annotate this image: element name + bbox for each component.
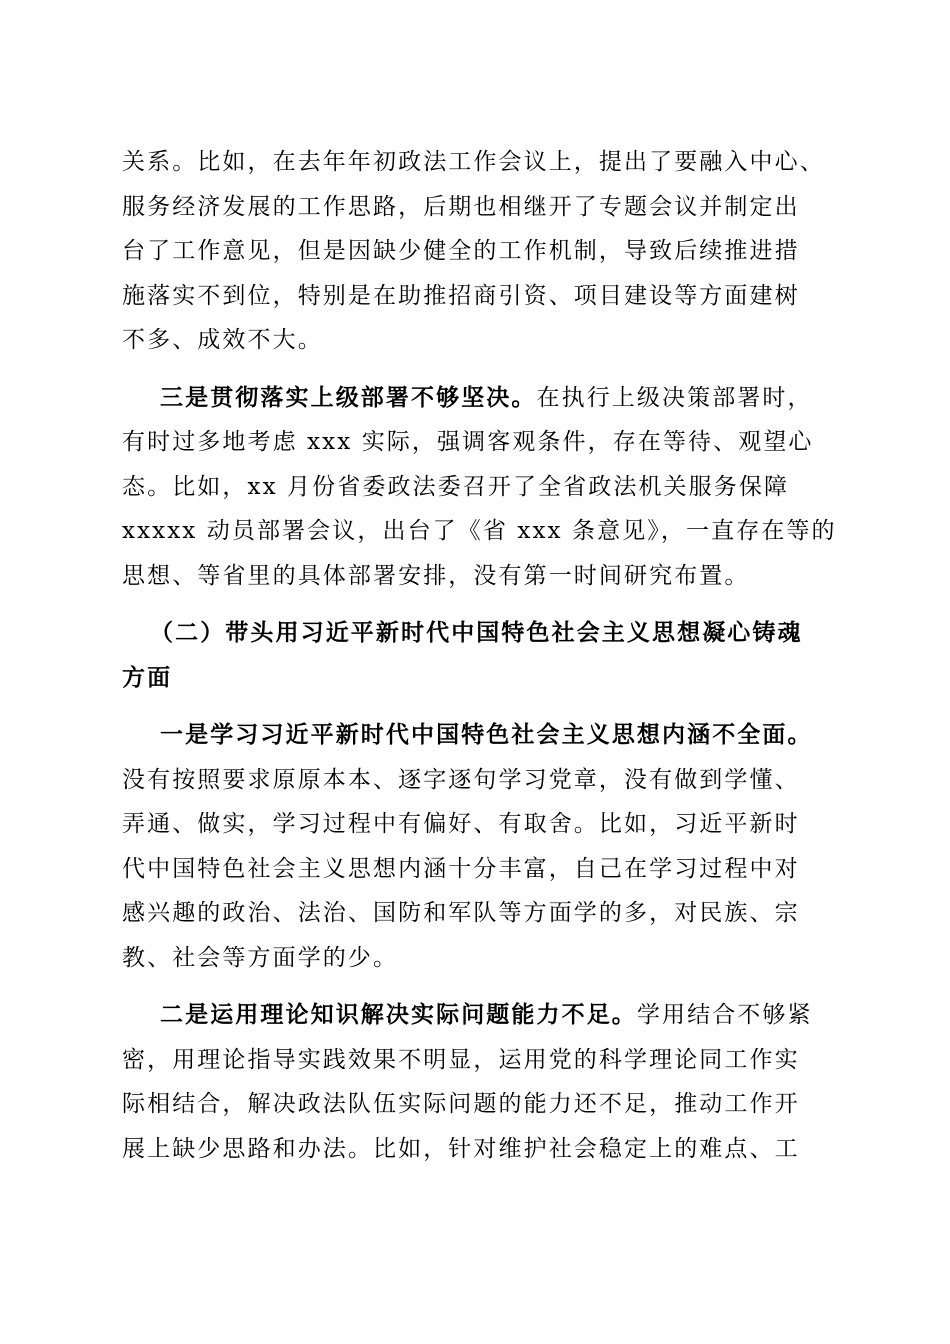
text-line: 没有按照要求原原本本、逐字逐句学习党章，没有做到学懂、 — [122, 766, 800, 793]
text-line: 服务经济发展的工作思路，后期也相继开了专题会议并制定出 — [122, 193, 800, 220]
text-line: 有时过多地考虑 xxx 实际，强调客观条件，存在等待、观望心 — [122, 429, 814, 455]
text-run: 学用结合不够紧 — [636, 1002, 813, 1028]
paragraph-heading: 一是学习习近平新时代中国特色社会主义思想内涵不全面。 — [160, 721, 813, 748]
text-line: 思想、等省里的具体部署安排，没有第一时间研究布置。 — [122, 562, 750, 589]
text-line: 代中国特色社会主义思想内涵十分丰富，自己在学习过程中对 — [122, 855, 800, 882]
section-heading — [122, 611, 832, 700]
paragraph-heading: 二是运用理论知识解决实际问题能力不足。 — [160, 1001, 637, 1028]
section-heading-line: 方面 — [122, 663, 173, 691]
text-line: 态。比如，xx 月份省委政法委召开了全省政法机关服务保障 — [122, 473, 790, 500]
text-line — [122, 376, 832, 421]
document-body — [122, 140, 837, 1171]
paragraph-3 — [122, 713, 832, 980]
text-line: 施落实不到位，特别是在助推招商引资、项目建设等方面建树 — [122, 282, 800, 309]
text-line: 不多、成效不大。 — [122, 327, 323, 353]
paragraph-heading: 三是贯彻落实上级部署不够坚决。 — [160, 383, 537, 411]
paragraph-4 — [122, 993, 832, 1171]
text-line: 密，用理论指导实践效果不明显，运用党的科学理论同工作实 — [122, 1046, 800, 1073]
text-line — [122, 993, 832, 1038]
text-line: 关系。比如，在去年年初政法工作会议上，提出了要融入中心、 — [122, 149, 825, 175]
text-line: 感兴趣的政治、法治、国防和军队等方面学的多，对民族、宗 — [122, 900, 800, 926]
text-line: 弄通、做实，学习过程中有偏好、有取舍。比如，习近平新时 — [122, 811, 800, 837]
section-heading-line: （二）带头用习近平新时代中国特色社会主义思想凝心铸魂 — [150, 619, 803, 646]
text-line: 际相结合，解决政法队伍实际问题的能力还不足，推动工作开 — [122, 1091, 800, 1117]
paragraph-2 — [122, 376, 837, 599]
text-run: 在执行上级决策部署时， — [536, 384, 813, 411]
paragraph-1 — [122, 140, 832, 363]
text-line: 展上缺少思路和办法。比如，针对维护社会稳定上的难点、工 — [122, 1135, 800, 1162]
text-line: xxxxx 动员部署会议，出台了《省 xxx 条意见》，一直存在等的 — [122, 518, 837, 544]
text-line: 台了工作意见，但是因缺少健全的工作机制，导致后续推进措 — [122, 238, 800, 264]
text-line: 教、社会等方面学的少。 — [122, 944, 399, 971]
